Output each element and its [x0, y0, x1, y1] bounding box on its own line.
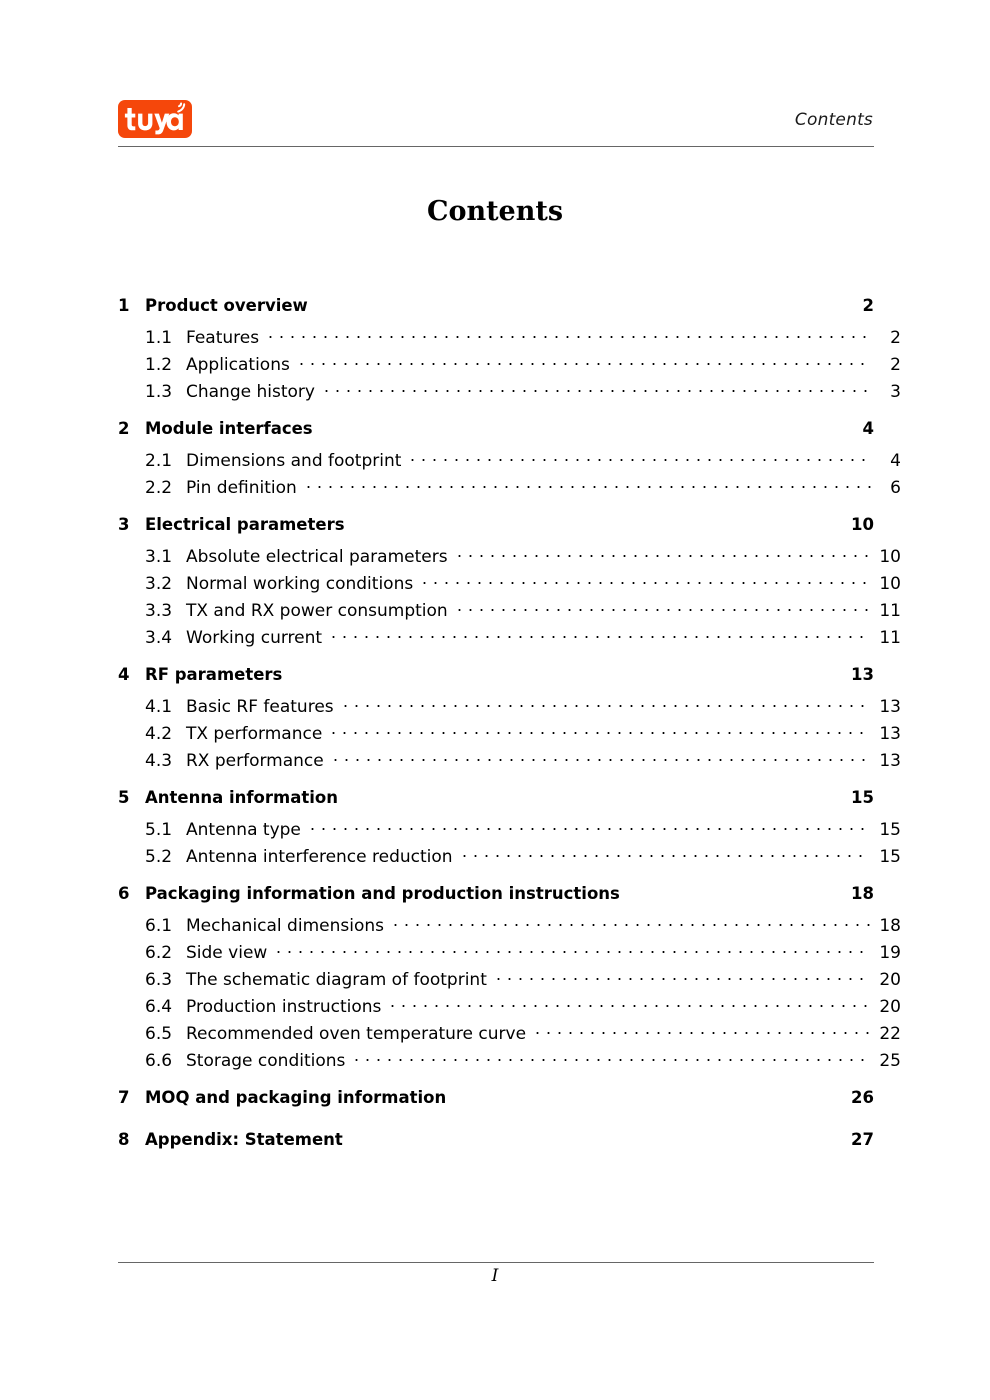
toc-chapter-entry[interactable] — [118, 1090, 874, 1118]
toc-section-number: 2.2 — [145, 478, 173, 498]
toc-section-page: 22 — [879, 1024, 901, 1044]
toc-section-number: 3.4 — [145, 628, 173, 648]
toc-chapter-label: RF parameters — [145, 665, 283, 684]
toc-leader — [345, 1049, 874, 1066]
toc-chapter-label: Packaging information and production instructions — [145, 884, 620, 903]
toc-section-number: 5.2 — [145, 847, 173, 867]
toc-chapter-entry[interactable] — [118, 298, 874, 326]
toc-section-entry[interactable] — [118, 326, 901, 353]
toc-chapter-block — [118, 665, 901, 776]
toc-section-number: 6.4 — [145, 997, 173, 1017]
toc-section-page: 20 — [879, 970, 901, 990]
toc-section-page: 15 — [879, 847, 901, 867]
toc-section-page: 13 — [879, 751, 901, 771]
tuya-logo-icon — [118, 100, 192, 138]
toc-section-label: TX and RX power consumption — [186, 601, 448, 621]
toc-section-number: 4.1 — [145, 697, 173, 717]
toc-section-page: 13 — [879, 724, 901, 744]
toc-section-entry[interactable] — [118, 695, 901, 722]
toc-section-entry[interactable] — [118, 941, 901, 968]
toc-section-entry[interactable] — [118, 968, 901, 995]
toc-leader — [384, 914, 874, 931]
toc-section-label: Change history — [186, 382, 315, 402]
page-title: Contents — [426, 196, 564, 227]
toc-leader — [448, 599, 875, 616]
toc-section-entry[interactable] — [118, 449, 901, 476]
toc-section-number: 6.6 — [145, 1051, 173, 1071]
toc-section-page: 11 — [879, 601, 901, 621]
toc-section-label: Antenna type — [186, 820, 301, 840]
toc-section-label: The schematic diagram of footprint — [186, 970, 487, 990]
toc-chapter-label: Module interfaces — [145, 419, 313, 438]
toc-chapter-page: 18 — [851, 884, 874, 903]
toc-section-entry[interactable] — [118, 995, 901, 1022]
toc-section-entry[interactable] — [118, 845, 901, 872]
toc-chapter-number: 5 — [118, 788, 130, 807]
toc-leader — [487, 968, 875, 985]
toc-chapter-label: Electrical parameters — [145, 515, 345, 534]
toc-chapter-page: 26 — [851, 1088, 874, 1107]
toc-leader — [526, 1022, 874, 1039]
toc-leader — [401, 449, 876, 466]
toc-section-page: 19 — [879, 943, 901, 963]
toc-section-label: Basic RF features — [186, 697, 334, 717]
table-of-contents — [118, 296, 901, 1160]
toc-section-entry[interactable] — [118, 380, 901, 407]
header-divider — [118, 146, 874, 147]
toc-leader — [334, 695, 875, 712]
toc-chapter-block — [118, 788, 901, 872]
toc-chapter-page: 15 — [851, 788, 874, 807]
toc-chapter-number: 8 — [118, 1130, 130, 1149]
toc-section-page: 13 — [879, 697, 901, 717]
toc-leader — [448, 545, 875, 562]
toc-chapter-page: 2 — [862, 296, 874, 315]
header-running-title: Contents — [794, 110, 873, 130]
toc-chapter-block — [118, 1132, 874, 1160]
toc-section-number: 4.3 — [145, 751, 173, 771]
footer-divider — [118, 1262, 874, 1263]
toc-section-entry[interactable] — [118, 722, 901, 749]
toc-leader — [322, 626, 874, 643]
page-header — [118, 96, 873, 146]
toc-leader — [267, 941, 874, 958]
toc-section-label: Recommended oven temperature curve — [186, 1024, 527, 1044]
toc-chapter-entry[interactable] — [118, 886, 874, 914]
toc-section-label: Normal working conditions — [186, 574, 414, 594]
toc-chapter-number: 7 — [118, 1088, 130, 1107]
toc-section-page: 6 — [890, 478, 901, 498]
toc-section-page: 11 — [879, 628, 901, 648]
toc-section-label: Side view — [186, 943, 268, 963]
toc-section-page: 2 — [890, 355, 901, 375]
toc-chapter-block — [118, 419, 901, 503]
toc-section-page: 10 — [879, 574, 901, 594]
toc-chapter-label: Antenna information — [145, 788, 338, 807]
footer-page-number: I — [491, 1266, 499, 1286]
toc-chapter-number: 3 — [118, 515, 130, 534]
toc-section-label: Production instructions — [186, 997, 382, 1017]
toc-leader — [381, 995, 874, 1012]
toc-leader — [297, 476, 876, 493]
toc-chapter-block — [118, 515, 901, 653]
toc-chapter-number: 4 — [118, 665, 130, 684]
toc-section-label: Mechanical dimensions — [186, 916, 384, 936]
toc-section-entry[interactable] — [118, 476, 901, 503]
toc-chapter-number: 1 — [118, 296, 130, 315]
toc-section-page: 4 — [890, 451, 901, 471]
toc-section-number: 6.2 — [145, 943, 173, 963]
toc-chapter-label: Product overview — [145, 296, 308, 315]
toc-leader — [290, 353, 876, 370]
toc-section-number: 3.1 — [145, 547, 173, 567]
toc-section-label: Pin definition — [186, 478, 297, 498]
toc-leader — [322, 722, 874, 739]
toc-section-page: 2 — [890, 328, 901, 348]
toc-leader — [315, 380, 876, 397]
toc-section-entry[interactable] — [118, 626, 901, 653]
toc-section-number: 1.1 — [145, 328, 173, 348]
toc-leader — [259, 326, 876, 343]
toc-chapter-page: 10 — [851, 515, 874, 534]
toc-section-entry[interactable] — [118, 572, 901, 599]
toc-chapter-number: 6 — [118, 884, 130, 903]
toc-section-label: Absolute electrical parameters — [186, 547, 448, 567]
toc-chapter-page: 13 — [851, 665, 874, 684]
toc-section-number: 6.3 — [145, 970, 173, 990]
tuya-logo — [118, 100, 192, 138]
toc-chapter-block — [118, 296, 901, 407]
toc-section-number: 2.1 — [145, 451, 173, 471]
toc-section-number: 1.3 — [145, 382, 173, 402]
toc-section-number: 5.1 — [145, 820, 173, 840]
toc-leader — [413, 572, 874, 589]
toc-chapter-entry[interactable] — [118, 790, 874, 818]
toc-chapter-page: 27 — [851, 1130, 874, 1149]
toc-chapter-entry[interactable] — [118, 517, 874, 545]
toc-chapter-block — [118, 884, 901, 1076]
toc-section-label: Applications — [186, 355, 290, 375]
toc-chapter-label: MOQ and packaging information — [145, 1088, 447, 1107]
toc-section-entry[interactable] — [118, 599, 901, 626]
toc-chapter-block — [118, 1090, 874, 1118]
toc-section-label: Antenna interference reduction — [186, 847, 453, 867]
toc-section-number: 6.5 — [145, 1024, 173, 1044]
toc-chapter-entry[interactable] — [118, 1132, 874, 1160]
toc-chapter-entry[interactable] — [118, 667, 874, 695]
toc-section-page: 20 — [879, 997, 901, 1017]
toc-section-entry[interactable] — [118, 818, 901, 845]
toc-section-page: 15 — [879, 820, 901, 840]
toc-section-number: 1.2 — [145, 355, 173, 375]
toc-chapter-page: 4 — [862, 419, 874, 438]
toc-section-number: 3.3 — [145, 601, 173, 621]
toc-chapter-number: 2 — [118, 419, 130, 438]
toc-section-number: 3.2 — [145, 574, 173, 594]
toc-section-label: Features — [186, 328, 260, 348]
toc-section-number: 4.2 — [145, 724, 173, 744]
toc-section-entry[interactable] — [118, 1022, 901, 1049]
toc-section-entry[interactable] — [118, 749, 901, 776]
toc-section-entry[interactable] — [118, 914, 901, 941]
toc-chapter-label: Appendix: Statement — [145, 1130, 343, 1149]
toc-section-label: TX performance — [186, 724, 323, 744]
toc-section-label: Working current — [186, 628, 323, 648]
toc-section-entry[interactable] — [118, 1049, 901, 1076]
toc-section-entry[interactable] — [118, 353, 901, 380]
toc-section-page: 10 — [879, 547, 901, 567]
toc-leader — [453, 845, 875, 862]
toc-leader — [301, 818, 874, 835]
toc-section-label: Storage conditions — [186, 1051, 346, 1071]
toc-chapter-entry[interactable] — [118, 421, 874, 449]
toc-section-page: 25 — [879, 1051, 901, 1071]
toc-leader — [324, 749, 875, 766]
toc-section-entry[interactable] — [118, 545, 901, 572]
toc-section-label: Dimensions and footprint — [186, 451, 402, 471]
toc-section-page: 3 — [890, 382, 901, 402]
toc-section-page: 18 — [879, 916, 901, 936]
toc-section-number: 6.1 — [145, 916, 173, 936]
toc-section-label: RX performance — [186, 751, 324, 771]
